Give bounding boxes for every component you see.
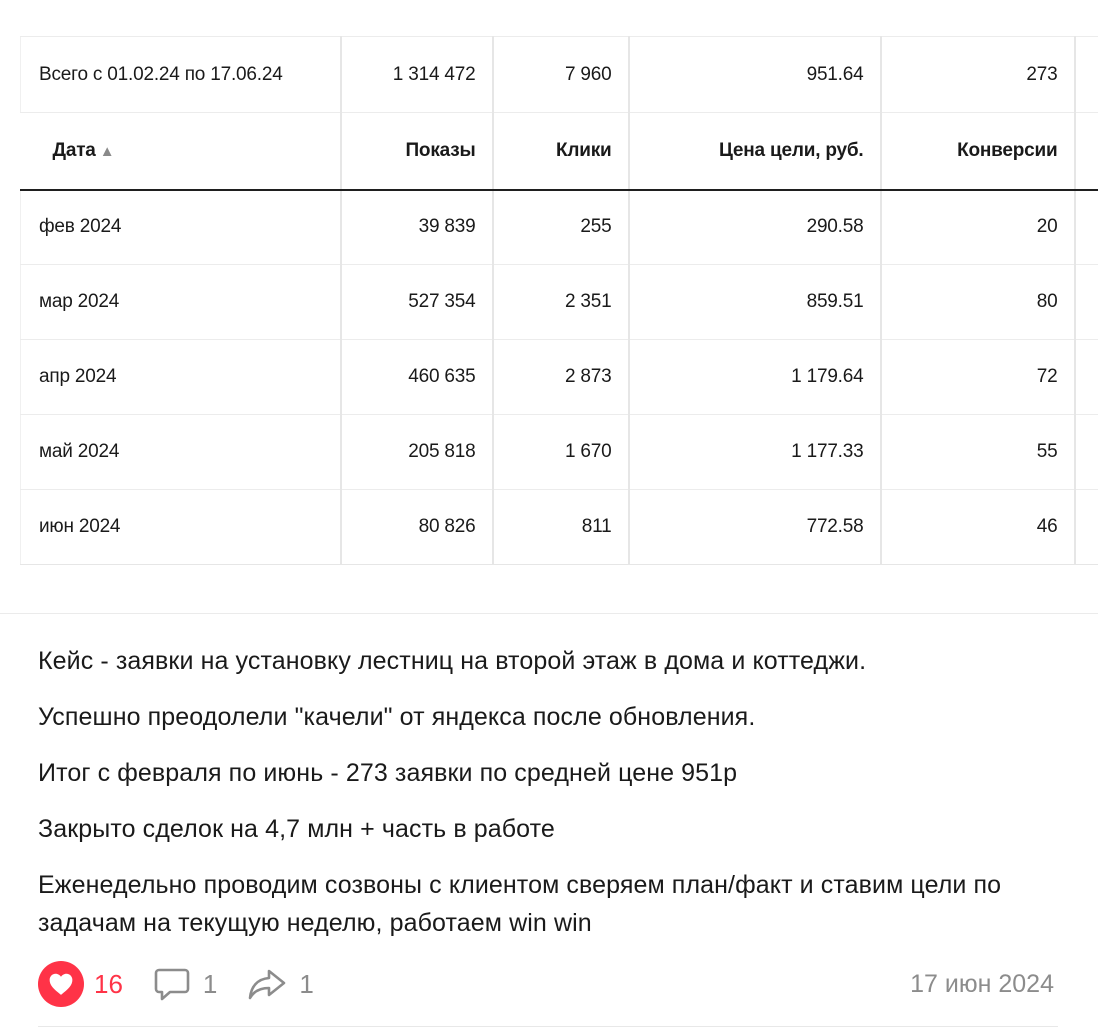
total-row xyxy=(21,37,1098,113)
column-header-date-label: Дата xyxy=(52,139,96,161)
post-paragraph: Кейс - заявки на установку лестниц на второй этаж в дома и коттеджи. xyxy=(38,647,867,675)
post-actions-bar xyxy=(38,960,1068,1008)
header-row xyxy=(21,113,1098,190)
column-header-date[interactable] xyxy=(21,113,341,190)
row-date: фев 2024 xyxy=(21,190,341,265)
row-shows: 527 354 xyxy=(341,265,493,340)
row-overflow-cell xyxy=(1075,265,1098,340)
column-header-overflow xyxy=(1075,113,1098,190)
table-overflow-cell xyxy=(1075,37,1098,113)
row-overflow-cell xyxy=(1075,415,1098,490)
stats-table xyxy=(20,36,1098,565)
row-conversions: 20 xyxy=(881,190,1075,265)
post-paragraph: Закрыто сделок на 4,7 млн + часть в работе xyxy=(38,815,555,843)
post-paragraph: Итог с февраля по июнь - 273 заявки по средней цене 951р xyxy=(38,759,738,787)
share-button[interactable] xyxy=(247,966,313,1002)
row-goal-price: 1 179.64 xyxy=(629,340,881,415)
row-goal-price: 772.58 xyxy=(629,490,881,565)
table-row xyxy=(21,190,1098,265)
top-edge xyxy=(0,0,1098,14)
like-badge xyxy=(38,961,84,1007)
table-row xyxy=(21,415,1098,490)
row-conversions: 80 xyxy=(881,265,1075,340)
comment-count: 1 xyxy=(202,968,218,999)
row-clicks: 255 xyxy=(493,190,629,265)
like-button[interactable] xyxy=(38,961,123,1007)
row-goal-price: 1 177.33 xyxy=(629,415,881,490)
total-clicks: 7 960 xyxy=(493,37,629,113)
row-date: июн 2024 xyxy=(21,490,341,565)
comment-icon xyxy=(153,966,191,1002)
row-overflow-cell xyxy=(1075,340,1098,415)
stats-table-container[interactable] xyxy=(20,36,1098,570)
sort-ascending-icon: ▲ xyxy=(99,142,115,160)
section-divider xyxy=(0,613,1098,614)
row-clicks: 811 xyxy=(493,490,629,565)
post-body xyxy=(38,642,1078,960)
row-goal-price: 859.51 xyxy=(629,265,881,340)
table-row xyxy=(21,490,1098,565)
row-date: апр 2024 xyxy=(21,340,341,415)
bottom-divider xyxy=(38,1026,1058,1027)
column-header-conversions[interactable]: Конверсии xyxy=(881,113,1075,190)
post-paragraph: Еженедельно проводим созвоны с клиентом сверяем план/факт и ставим цели по задачам на текущую неделю, работаем win win xyxy=(38,871,1002,937)
row-shows: 460 635 xyxy=(341,340,493,415)
total-label: Всего с 01.02.24 по 17.06.24 xyxy=(21,37,341,113)
column-header-goal-price[interactable]: Цена цели, руб. xyxy=(629,113,881,190)
row-shows: 205 818 xyxy=(341,415,493,490)
row-clicks: 2 351 xyxy=(493,265,629,340)
row-overflow-cell xyxy=(1075,490,1098,565)
share-count: 1 xyxy=(299,968,314,999)
row-clicks: 1 670 xyxy=(493,415,629,490)
row-date: мар 2024 xyxy=(21,265,341,340)
total-shows: 1 314 472 xyxy=(341,37,493,113)
total-conversions: 273 xyxy=(881,37,1075,113)
column-header-shows[interactable]: Показы xyxy=(341,113,493,190)
row-conversions: 46 xyxy=(881,490,1075,565)
post-date: 17 июн 2024 xyxy=(910,969,1054,998)
row-overflow-cell xyxy=(1075,190,1098,265)
row-goal-price: 290.58 xyxy=(629,190,881,265)
share-icon xyxy=(247,966,287,1002)
row-shows: 80 826 xyxy=(341,490,493,565)
row-shows: 39 839 xyxy=(341,190,493,265)
comment-button[interactable] xyxy=(153,966,217,1002)
row-date: май 2024 xyxy=(21,415,341,490)
row-conversions: 72 xyxy=(881,340,1075,415)
row-conversions: 55 xyxy=(881,415,1075,490)
total-goal-price: 951.64 xyxy=(629,37,881,113)
table-row xyxy=(21,265,1098,340)
like-count: 16 xyxy=(94,968,123,999)
table-row xyxy=(21,340,1098,415)
column-header-clicks[interactable]: Клики xyxy=(493,113,629,190)
post-paragraph: Успешно преодолели "качели" от яндекса после обновления. xyxy=(38,703,756,731)
heart-icon xyxy=(48,972,74,996)
row-clicks: 2 873 xyxy=(493,340,629,415)
